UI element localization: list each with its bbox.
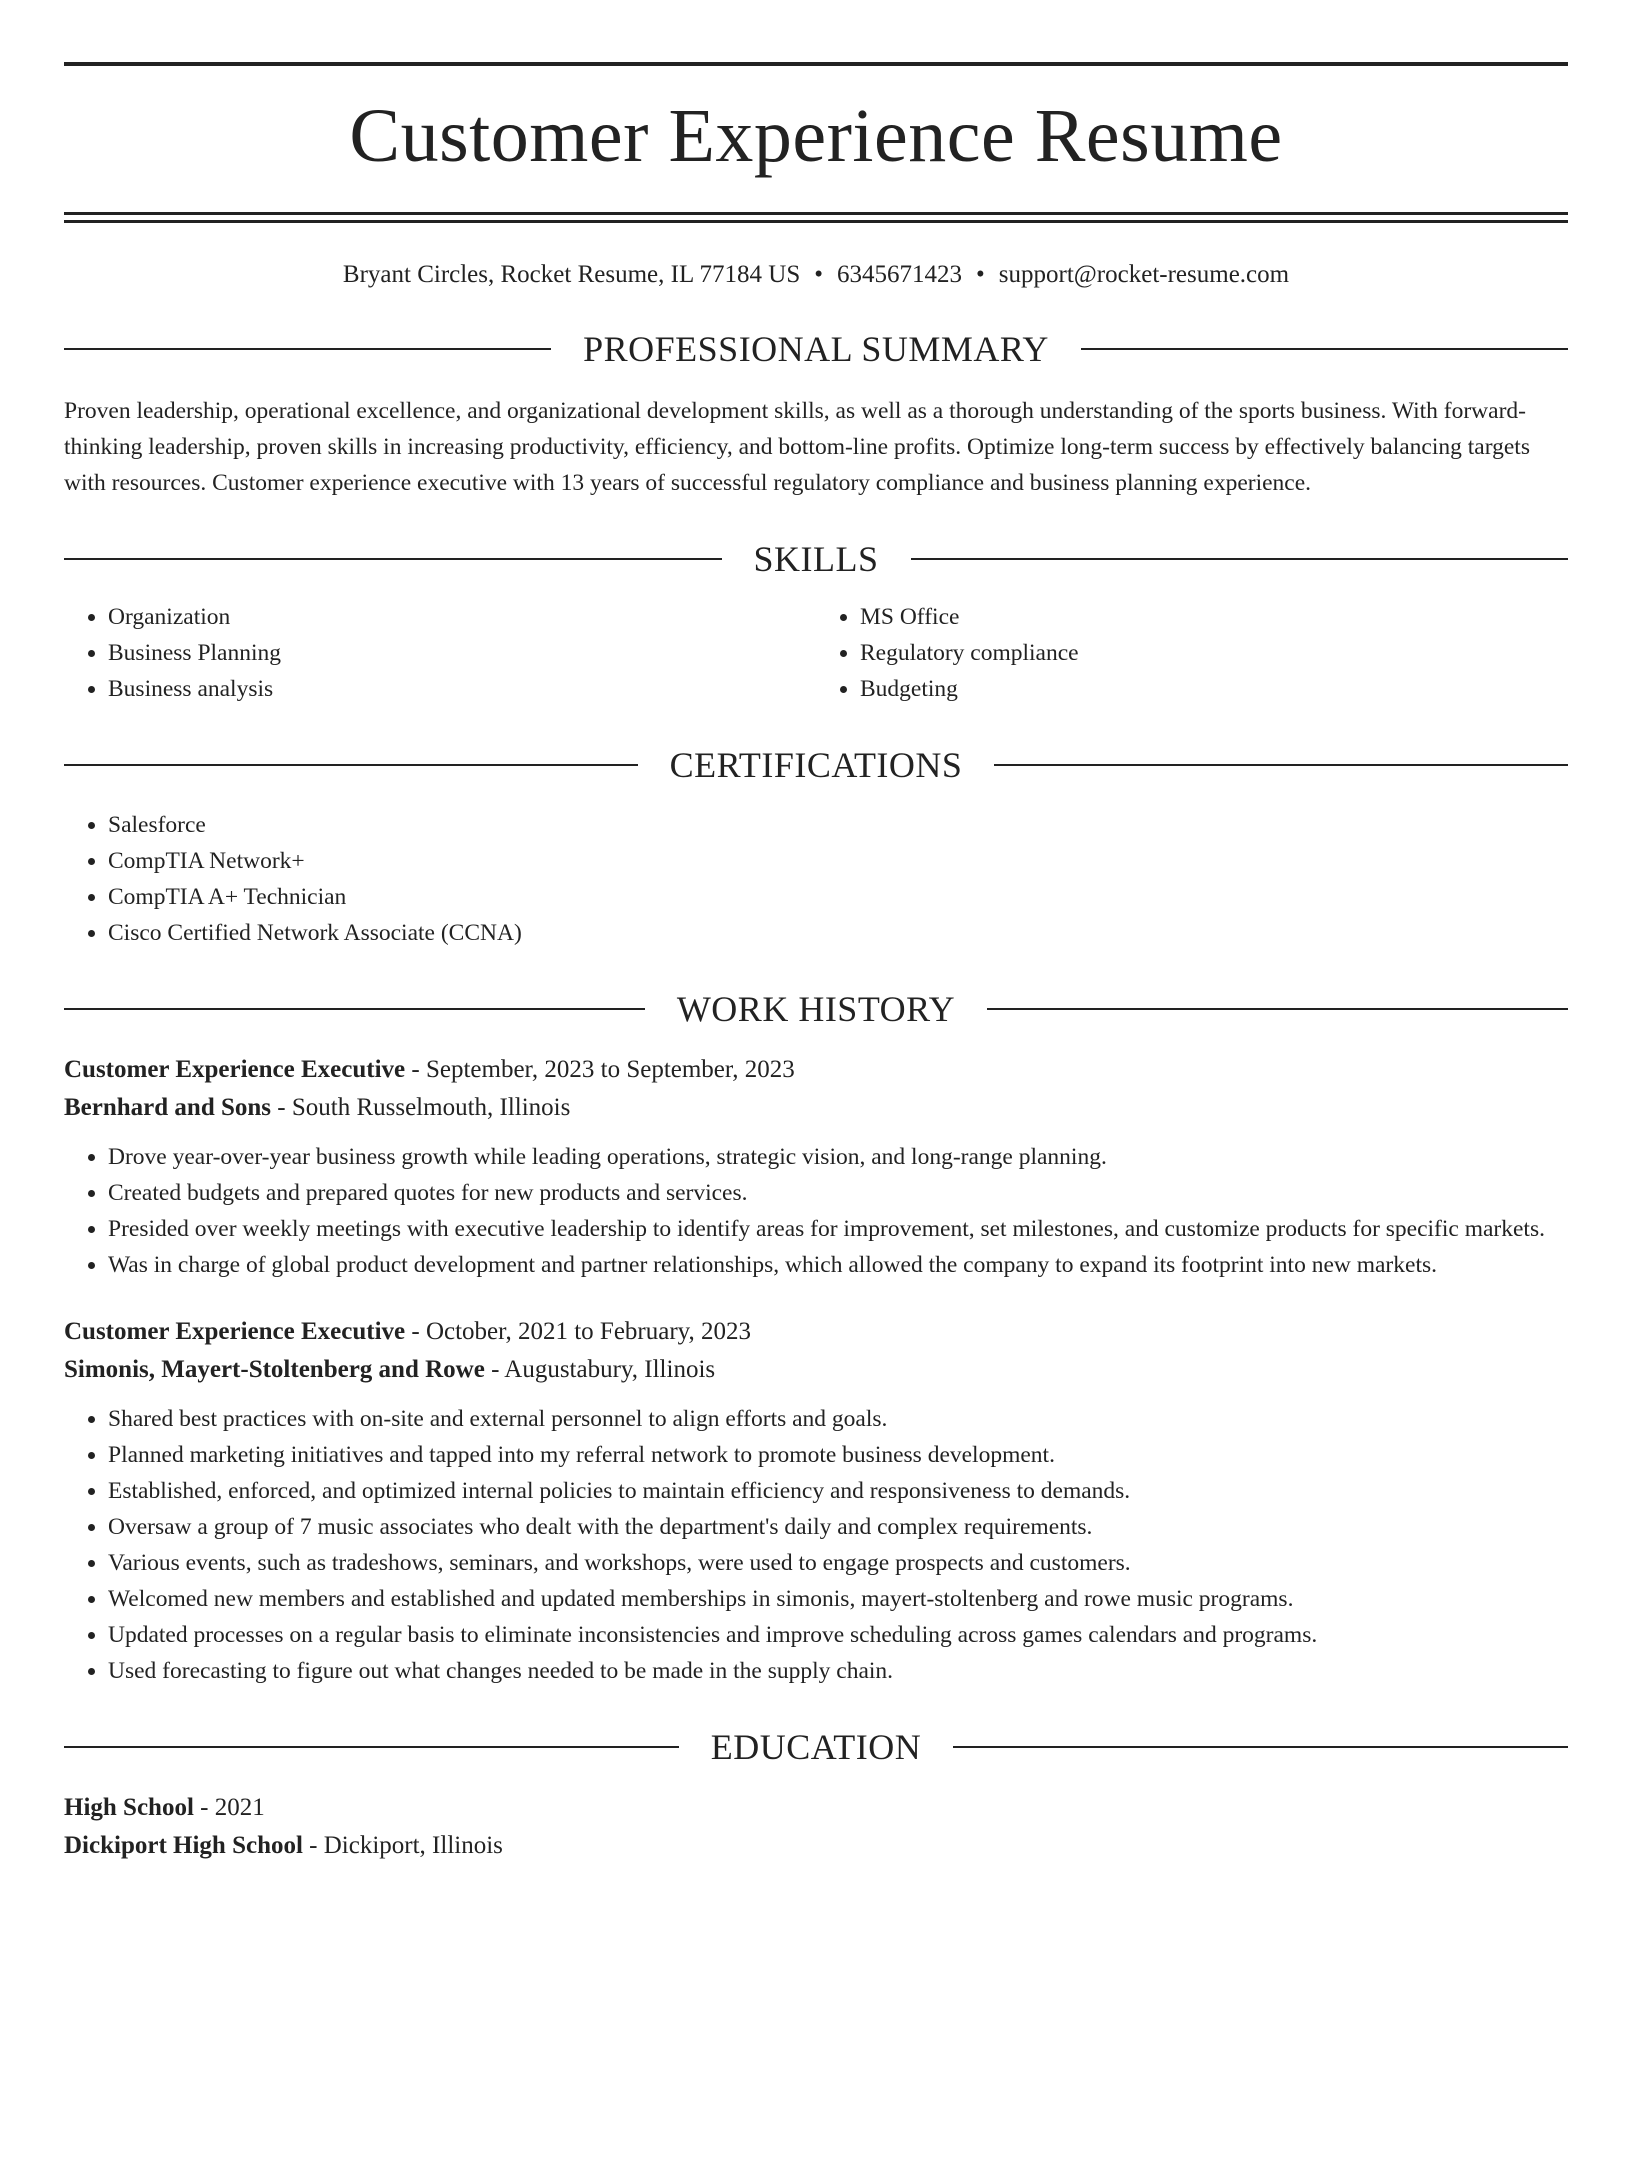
skill-item: • Budgeting: [860, 671, 1568, 707]
education-degree-line: [64, 1789, 1568, 1827]
section-heading-summary: [64, 329, 1568, 369]
resume-page: [0, 62, 1632, 2174]
job-company-line: [64, 1351, 1568, 1389]
heading-rule-left: [64, 558, 722, 560]
job-company: Simonis, Mayert-Stoltenberg and Rowe: [64, 1356, 485, 1383]
certifications-list: [64, 807, 1568, 951]
section-heading-education: [64, 1727, 1568, 1767]
job-duties: [64, 1401, 1568, 1689]
job-duty: • Various events, such as tradeshows, seminars, and workshops, were used to engage prospects and customers.: [108, 1545, 1568, 1581]
job-title-line: [64, 1313, 1568, 1351]
heading-rule-right: [911, 558, 1569, 560]
education-school: Dickiport High School: [64, 1832, 303, 1859]
job-duty: • Used forecasting to figure out what changes needed to be made in the supply chain.: [108, 1653, 1568, 1689]
job-location: - South Russelmouth, Illinois: [271, 1094, 571, 1121]
job-dates: - September, 2023 to September, 2023: [405, 1056, 795, 1083]
contact-address: Bryant Circles, Rocket Resume, IL 77184 US: [342, 261, 801, 288]
job-duty: • Presided over weekly meetings with executive leadership to identify areas for improvement, set milestones, and customize products for specific markets.: [108, 1211, 1568, 1247]
job-duty: • Welcomed new members and established and updated memberships in simonis, mayert-stoltenberg and rowe music programs.: [108, 1581, 1568, 1617]
education-school-line: [64, 1827, 1568, 1865]
job-company: Bernhard and Sons: [64, 1094, 272, 1121]
skills-column-left: [64, 599, 816, 707]
skill-item: • Business analysis: [108, 671, 816, 707]
heading-rule-right: [994, 764, 1568, 766]
job-duty: • Created budgets and prepared quotes for new products and services.: [108, 1175, 1568, 1211]
skill-item: • MS Office: [860, 599, 1568, 635]
job-title: Customer Experience Executive: [64, 1056, 406, 1083]
education-heading: EDUCATION: [710, 1727, 922, 1767]
education-location: - Dickiport, Illinois: [302, 1832, 503, 1859]
heading-rule-right: [1081, 348, 1568, 350]
certification-item: • Salesforce: [108, 807, 1568, 843]
top-rule: [64, 62, 1568, 66]
job-entry: [64, 1313, 1568, 1689]
certification-item: • CompTIA A+ Technician: [108, 879, 1568, 915]
heading-rule-right: [987, 1008, 1568, 1010]
contact-separator: •: [976, 261, 985, 288]
skills-column-right: [816, 599, 1568, 707]
skill-item: • Business Planning: [108, 635, 816, 671]
job-duty: • Oversaw a group of 7 music associates who dealt with the department's daily and complex requirements.: [108, 1509, 1568, 1545]
job-location: - Augustabury, Illinois: [484, 1356, 716, 1383]
summary-heading: PROFESSIONAL SUMMARY: [583, 329, 1049, 369]
job-duty: • Established, enforced, and optimized internal policies to maintain efficiency and responsiveness to demands.: [108, 1473, 1568, 1509]
job-duty: • Planned marketing initiatives and tapped into my referral network to promote business development.: [108, 1437, 1568, 1473]
job-entry: [64, 1051, 1568, 1283]
job-title-line: [64, 1051, 1568, 1089]
title-double-rule: [64, 212, 1568, 223]
education-entry: [64, 1789, 1568, 1865]
heading-rule-left: [64, 764, 638, 766]
job-duty: • Shared best practices with on-site and external personnel to align efforts and goals.: [108, 1401, 1568, 1437]
skill-item: • Regulatory compliance: [860, 635, 1568, 671]
contact-line: [64, 259, 1568, 291]
job-duty: • Updated processes on a regular basis to eliminate inconsistencies and improve scheduling across games calendars and programs.: [108, 1617, 1568, 1653]
job-duty: • Was in charge of global product development and partner relationships, which allowed the company to expand its footprint into new markets.: [108, 1247, 1568, 1283]
heading-rule-right: [953, 1746, 1568, 1748]
job-duties: [64, 1139, 1568, 1283]
job-duty: • Drove year-over-year business growth while leading operations, strategic vision, and long-range planning.: [108, 1139, 1568, 1175]
work-history-heading: WORK HISTORY: [676, 989, 956, 1029]
skills-list: [64, 599, 1568, 707]
skills-heading: SKILLS: [753, 539, 879, 579]
certifications-heading: CERTIFICATIONS: [669, 745, 963, 785]
resume-title: Customer Experience Resume: [349, 94, 1283, 178]
certification-item: • CompTIA Network+: [108, 843, 1568, 879]
education-degree: High School: [64, 1794, 194, 1821]
contact-phone: 6345671423: [837, 261, 963, 288]
section-heading-skills: [64, 539, 1568, 579]
job-company-line: [64, 1089, 1568, 1127]
certification-item: • Cisco Certified Network Associate (CCNA): [108, 915, 1568, 951]
heading-rule-left: [64, 1008, 645, 1010]
education-year: - 2021: [193, 1794, 265, 1821]
job-title: Customer Experience Executive: [64, 1318, 406, 1345]
contact-separator: •: [814, 261, 824, 288]
heading-rule-left: [64, 1746, 679, 1748]
section-heading-work-history: [64, 989, 1568, 1029]
job-dates: - October, 2021 to February, 2023: [405, 1318, 752, 1345]
heading-rule-left: [64, 348, 551, 350]
skill-item: • Organization: [108, 599, 816, 635]
contact-email: support@rocket-resume.com: [998, 261, 1290, 288]
section-heading-certifications: [64, 745, 1568, 785]
summary-text: Proven leadership, operational excellence, and organizational development skills, as well as a thorough understanding of the sports business. With forward-thinking leadership, proven skills in increasing productivity, efficiency, and bottom-line profits. Optimize long-term success by effectively balancing targets with resources. Customer experience executive with 13 years of successful regulatory compliance and business planning experience.: [64, 398, 1530, 496]
